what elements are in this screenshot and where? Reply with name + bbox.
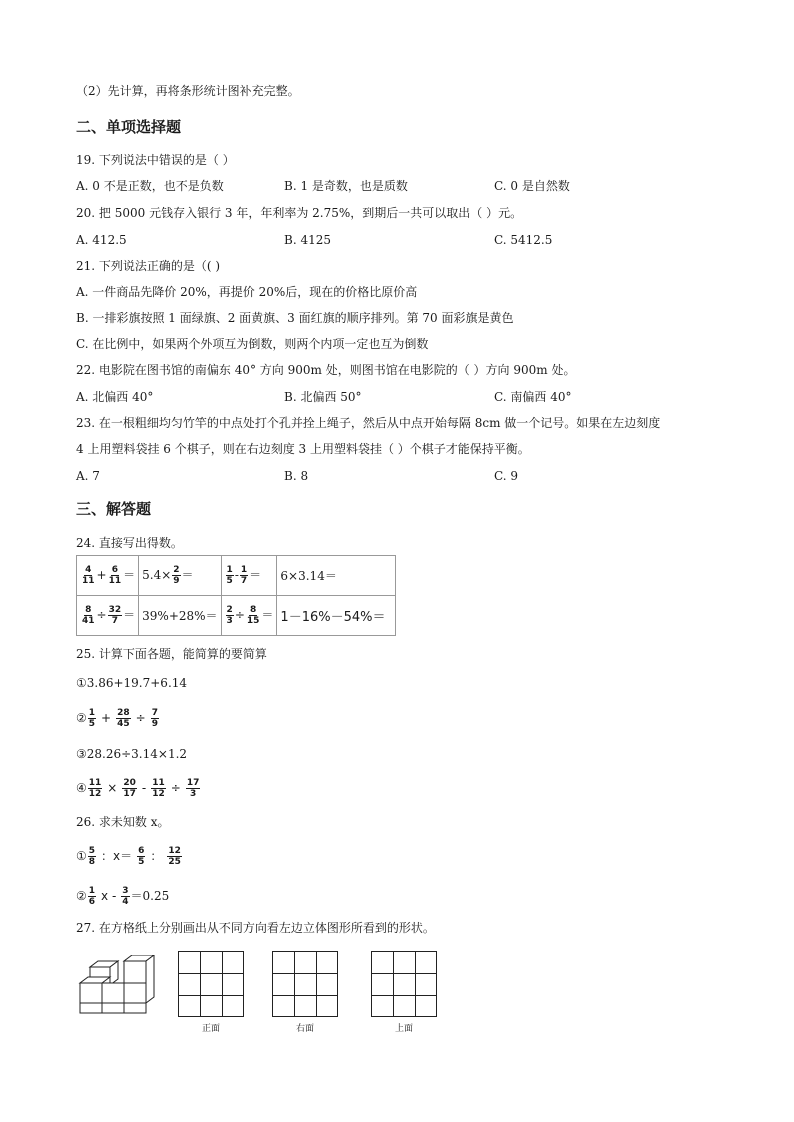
denominator: 3 — [189, 789, 197, 799]
grid-label-top: 上面 — [394, 1024, 413, 1034]
equals: ＝ — [261, 608, 274, 622]
numerator: 6 — [138, 846, 145, 856]
operator: + — [101, 711, 112, 725]
denominator: 12 — [152, 789, 165, 799]
fraction — [88, 778, 103, 799]
denominator: 9 — [151, 719, 158, 729]
calc-cell — [77, 556, 139, 596]
numerator: 12 — [168, 846, 181, 856]
fraction — [122, 778, 137, 799]
operator: ÷ — [170, 781, 181, 795]
denominator: 25 — [168, 857, 181, 867]
option-a[interactable]: A. 0 不是正数，也不是负数 — [76, 179, 224, 193]
section-heading-choice: 二、单项选择题 — [76, 118, 182, 136]
fraction — [88, 846, 96, 867]
fraction — [151, 708, 159, 729]
question-27: 27. 在方格纸上分别画出从不同方向看左边立体图形所看到的形状。 — [76, 921, 435, 935]
question-26: 26. 求未知数 x。 — [76, 815, 170, 829]
denominator: 7 — [111, 616, 118, 626]
operator: - — [141, 781, 147, 795]
numerator: 5 — [88, 846, 96, 856]
question-23-line-2: 4 上用塑料袋挂 6 个棋子，则在右边刻度 3 上用塑料袋挂（ ）个棋子才能保持平衡。 — [76, 442, 530, 456]
equals: ＝ — [123, 608, 136, 622]
question-23-options — [76, 468, 716, 484]
numerator: 4 — [85, 565, 92, 575]
intro-line: （2）先计算，再将条形统计图补充完整。 — [76, 84, 300, 98]
question-24: 24. 直接写出得数。 — [76, 536, 183, 550]
calc-cell — [139, 556, 221, 596]
q25-expression-1: ①3.86+19.7+6.14 — [76, 676, 188, 690]
calc-table — [76, 555, 396, 636]
denominator: 9 — [173, 576, 180, 586]
calc-cell: 39%+28%＝ — [139, 596, 221, 636]
denominator: 4 — [122, 897, 129, 907]
question-22-options — [76, 389, 716, 405]
expression: 5.4× — [142, 568, 172, 582]
fraction — [108, 605, 123, 626]
numerator: 6 — [111, 565, 118, 575]
fraction — [137, 846, 145, 867]
operator: ÷ — [96, 608, 107, 622]
question-20: 20. 把 5000 元钱存入银行 3 年，年利率为 2.75%，到期后一共可以取出（ ）元。 — [76, 206, 523, 220]
question-22: 22. 电影院在图书馆的南偏东 40° 方向 900m 处，则图书馆在电影院的（ ）方向 900m 处。 — [76, 363, 576, 377]
numerator: 1 — [240, 565, 248, 575]
table-row — [77, 596, 396, 636]
denominator: 8 — [88, 857, 96, 867]
expression: ＝0.25 — [130, 889, 170, 903]
option-c[interactable]: C. 南偏西 40° — [494, 390, 572, 404]
fraction — [226, 565, 234, 586]
equals: ＝ — [123, 568, 136, 582]
numerator: 7 — [151, 708, 158, 718]
numerator: 1 — [88, 886, 96, 896]
operator: + — [96, 568, 107, 582]
question-20-options — [76, 232, 716, 248]
option-b[interactable]: B. 1 是奇数，也是质数 — [284, 179, 408, 193]
denominator: 41 — [82, 616, 95, 626]
operator: × — [107, 781, 118, 795]
question-21-option-a[interactable]: A. 一件商品先降价 20%，再提价 20%后，现在的价格比原价高 — [76, 285, 418, 299]
denominator: 11 — [82, 576, 95, 586]
grid-top[interactable] — [371, 951, 437, 1017]
question-23-line-1: 23. 在一根粗细均匀竹竿的中点处打个孔并拴上绳子，然后从中点开始每隔 8cm 做一个记号。如果在左边刻度 — [76, 416, 661, 430]
calc-cell — [77, 596, 139, 636]
fraction — [121, 886, 129, 907]
fraction — [88, 708, 96, 729]
numerator: 1 — [226, 565, 233, 575]
numerator: 8 — [250, 605, 257, 615]
fraction — [81, 565, 96, 586]
q26-equation-2 — [76, 884, 169, 908]
question-21-option-b[interactable]: B. 一排彩旗按照 1 面绿旗、2 面黄旗、3 面红旗的顺序排列。第 70 面彩旗是黄色 — [76, 311, 514, 325]
denominator: 12 — [88, 789, 102, 799]
fraction — [172, 565, 180, 586]
operator: x - — [101, 889, 117, 903]
option-a[interactable]: A. 北偏西 40° — [76, 390, 154, 404]
calc-cell — [221, 596, 277, 636]
question-19: 19. 下列说法中错误的是（ ） — [76, 153, 235, 167]
fraction — [108, 565, 123, 586]
question-19-options — [76, 178, 716, 194]
item-marker: ④ — [76, 781, 87, 795]
denominator: 5 — [88, 719, 96, 729]
fraction — [240, 565, 248, 586]
numerator: 17 — [186, 778, 200, 788]
fraction — [226, 605, 234, 626]
section-heading-solve: 三、解答题 — [76, 500, 152, 518]
equals: ＝ — [249, 568, 262, 582]
grid-front[interactable] — [178, 951, 244, 1017]
item-marker: ① — [76, 849, 87, 863]
operator: ÷ — [135, 711, 146, 725]
operator: ： — [150, 849, 163, 863]
option-c[interactable]: C. 5412.5 — [494, 233, 553, 247]
fraction — [116, 708, 131, 729]
operator: ：x＝ — [101, 849, 133, 863]
fraction — [186, 778, 201, 799]
fraction — [167, 846, 182, 867]
question-21-option-c[interactable]: C. 在比例中，如果两个外项互为倒数，则两个内项一定也互为倒数 — [76, 337, 429, 351]
option-b[interactable]: B. 北偏西 50° — [284, 390, 362, 404]
denominator: 45 — [117, 719, 130, 729]
numerator: 8 — [85, 605, 92, 615]
option-b[interactable]: B. 4125 — [284, 233, 331, 247]
equals: ＝ — [181, 568, 194, 582]
option-a[interactable]: A. 7 — [76, 469, 100, 483]
question-25: 25. 计算下面各题，能简算的要简算 — [76, 647, 267, 661]
fraction — [81, 605, 96, 626]
denominator: 6 — [88, 897, 96, 907]
denominator: 7 — [240, 576, 248, 586]
table-row — [77, 556, 396, 596]
denominator: 17 — [123, 789, 136, 799]
numerator: 1 — [88, 708, 96, 718]
item-marker: ② — [76, 889, 87, 903]
operator: - — [234, 568, 239, 582]
numerator: 3 — [122, 886, 129, 896]
item-marker: ② — [76, 711, 87, 725]
option-c[interactable]: C. 9 — [494, 469, 519, 483]
grid-label-right: 右面 — [295, 1024, 314, 1034]
grid-right[interactable] — [272, 951, 338, 1017]
option-a[interactable]: A. 412.5 — [76, 233, 127, 247]
numerator: 11 — [152, 778, 165, 788]
numerator: 20 — [123, 778, 136, 788]
numerator: 28 — [117, 708, 130, 718]
numerator: 2 — [226, 605, 233, 615]
option-c[interactable]: C. 0 是自然数 — [494, 179, 570, 193]
calc-cell — [221, 556, 277, 596]
grid-label-front: 正面 — [201, 1024, 220, 1034]
denominator: 5 — [226, 576, 233, 586]
calc-cell: 6×3.14＝ — [277, 556, 396, 596]
q25-expression-4 — [76, 776, 201, 800]
q25-expression-3: ③28.26÷3.14×1.2 — [76, 747, 188, 761]
option-b[interactable]: B. 8 — [284, 469, 309, 483]
numerator: 32 — [108, 605, 122, 615]
fraction — [88, 886, 96, 907]
fraction — [246, 605, 261, 626]
fraction — [151, 778, 166, 799]
operator: ÷ — [234, 608, 245, 622]
cube-stack-figure — [76, 955, 158, 1015]
q25-expression-2 — [76, 706, 160, 730]
q26-equation-1 — [76, 844, 183, 868]
numerator: 2 — [173, 565, 180, 575]
numerator: 11 — [88, 778, 102, 788]
calc-cell: 1－16%－54%＝ — [277, 596, 396, 636]
denominator: 5 — [138, 857, 145, 867]
denominator: 11 — [108, 576, 122, 586]
denominator: 3 — [226, 616, 233, 626]
question-21: 21. 下列说法正确的是（( ) — [76, 259, 221, 273]
denominator: 15 — [246, 616, 260, 626]
